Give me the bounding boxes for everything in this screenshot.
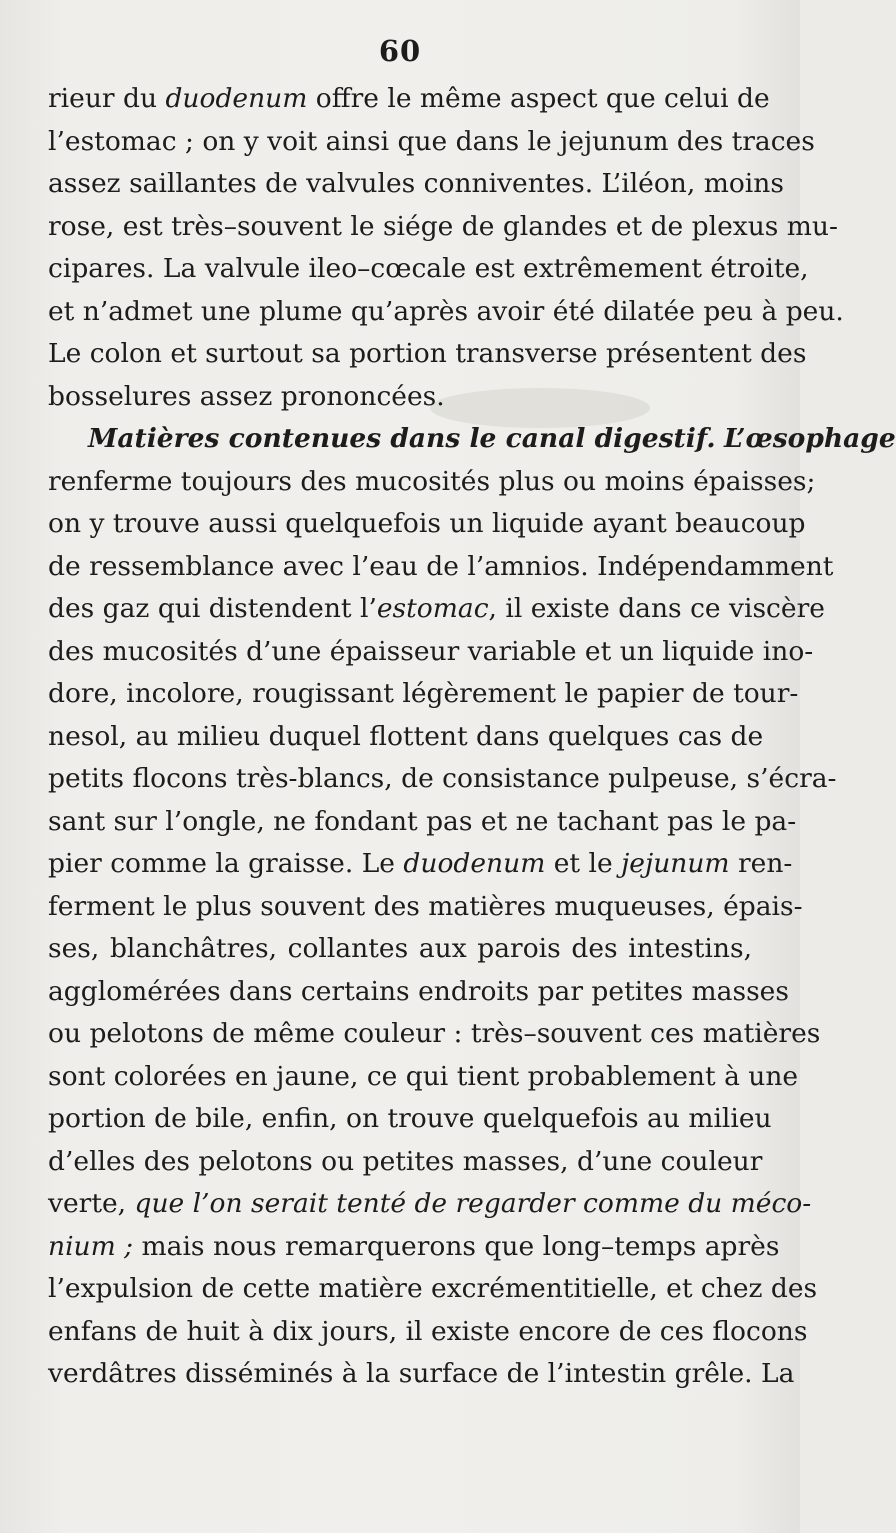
text-run: bosselures assez prononcées. xyxy=(48,380,445,412)
text-run: cipares. La valvule ileo–cœcale est extrêmement étroite, xyxy=(48,253,809,284)
text-run: ren- xyxy=(729,848,793,879)
text-line xyxy=(48,461,816,504)
body-text xyxy=(48,78,896,1396)
text-line xyxy=(48,801,797,844)
text-run: des mucosités d’une épaisseur variable et un liquide ino- xyxy=(48,635,814,667)
text-line xyxy=(48,1013,821,1056)
text-line xyxy=(48,503,806,546)
text-line xyxy=(48,121,815,164)
text-run: dore, incolore, rougissant légèrement le papier de tour- xyxy=(48,678,799,709)
text-run: agglomérées dans certains endroits par petites masses xyxy=(48,975,789,1007)
text-run: sant sur l’ongle, ne fondant pas et ne tachant pas le pa- xyxy=(48,805,797,837)
text-run: Matières contenues dans le canal digestif. xyxy=(88,423,716,454)
text-run: l’estomac ; on y voit ainsi que dans le jejunum des traces xyxy=(48,125,815,157)
text-run: rieur du xyxy=(48,83,166,114)
text-run: mais nous remarquerons que long–temps après xyxy=(133,1230,780,1262)
text-line xyxy=(48,291,844,334)
text-run: nesol, au milieu duquel flottent dans quelques cas de xyxy=(48,720,764,752)
text-run: renferme toujours des mucosités plus ou moins épaisses; xyxy=(48,465,816,497)
text-line xyxy=(48,1183,812,1226)
text-run: offre le même aspect que celui de xyxy=(307,83,770,114)
text-run: enfans de huit à dix jours, il existe encore de ces flocons xyxy=(48,1315,808,1347)
text-run: L’œsophage xyxy=(724,423,896,454)
text-line xyxy=(48,588,825,631)
text-line xyxy=(48,971,789,1014)
text-run xyxy=(716,423,724,454)
text-line xyxy=(48,843,793,886)
text-line xyxy=(48,673,799,716)
text-run: duodenum xyxy=(403,848,546,879)
text-line xyxy=(48,1226,780,1269)
text-run: , il existe dans ce viscère xyxy=(488,593,825,624)
text-run: et n’admet une plume qu’après avoir été dilatée peu à peu. xyxy=(48,295,844,327)
text-line xyxy=(48,758,837,801)
text-run: assez saillantes de valvules conniventes. L’iléon, moins xyxy=(48,168,784,199)
text-run: ferment le plus souvent des matières muqueuses, épais- xyxy=(48,890,803,922)
text-line xyxy=(48,248,809,291)
text-run: nium ; xyxy=(48,1230,134,1262)
text-line xyxy=(48,886,803,929)
text-run: l’expulsion de cette matière excrémentitielle, et chez des xyxy=(48,1273,818,1304)
text-run: verdâtres disséminés à la surface de l’intestin grêle. La xyxy=(48,1358,795,1389)
text-line xyxy=(48,1141,763,1184)
page-number: 60 xyxy=(378,34,422,68)
text-run: des gaz qui distendent l’ xyxy=(48,593,377,624)
text-line xyxy=(48,631,814,674)
text-line xyxy=(48,716,764,759)
text-line xyxy=(48,376,752,419)
text-line xyxy=(48,1056,799,1099)
text-line xyxy=(48,163,784,206)
text-line xyxy=(48,78,770,121)
text-run: d’elles des pelotons ou petites masses, d’une couleur xyxy=(48,1145,763,1177)
text-run: verte, xyxy=(48,1188,135,1219)
text-run: portion de bile, enfin, on trouve quelquefois au milieu xyxy=(48,1103,772,1134)
text-run: de ressemblance avec l’eau de l’amnios. Indépendamment xyxy=(48,550,834,582)
text-run: estomac xyxy=(376,593,489,624)
text-run: rose, est très–souvent le siége de glandes et de plexus mu- xyxy=(48,210,838,242)
text-line xyxy=(48,333,807,376)
text-run: ou pelotons de même couleur : très–souvent ces matières xyxy=(48,1018,821,1049)
text-run: duodenum xyxy=(165,83,308,114)
text-line xyxy=(48,418,896,461)
text-run: et le xyxy=(545,848,622,879)
text-run: Le colon et surtout sa portion transverse présentent des xyxy=(48,338,807,369)
text-line xyxy=(48,546,834,589)
text-run: petits flocons très-blancs, de consistance pulpeuse, s’écra- xyxy=(48,763,837,794)
text-line xyxy=(48,1353,795,1396)
text-line xyxy=(48,1268,818,1311)
text-run: pier comme la graisse. Le xyxy=(48,848,404,879)
text-run: on y trouve aussi quelquefois un liquide ayant beaucoup xyxy=(48,508,806,539)
text-line xyxy=(48,1311,808,1354)
text-line xyxy=(48,928,752,971)
text-run: jejunum xyxy=(621,848,730,879)
text-run: que l’on serait tenté de regarder comme du méco- xyxy=(134,1188,812,1219)
text-line xyxy=(48,1098,772,1141)
text-run: sont colorées en jaune, ce qui tient probablement à une xyxy=(48,1060,799,1092)
text-line xyxy=(48,206,838,249)
text-run: ses, blanchâtres, collantes aux parois des intestins, xyxy=(48,933,752,964)
